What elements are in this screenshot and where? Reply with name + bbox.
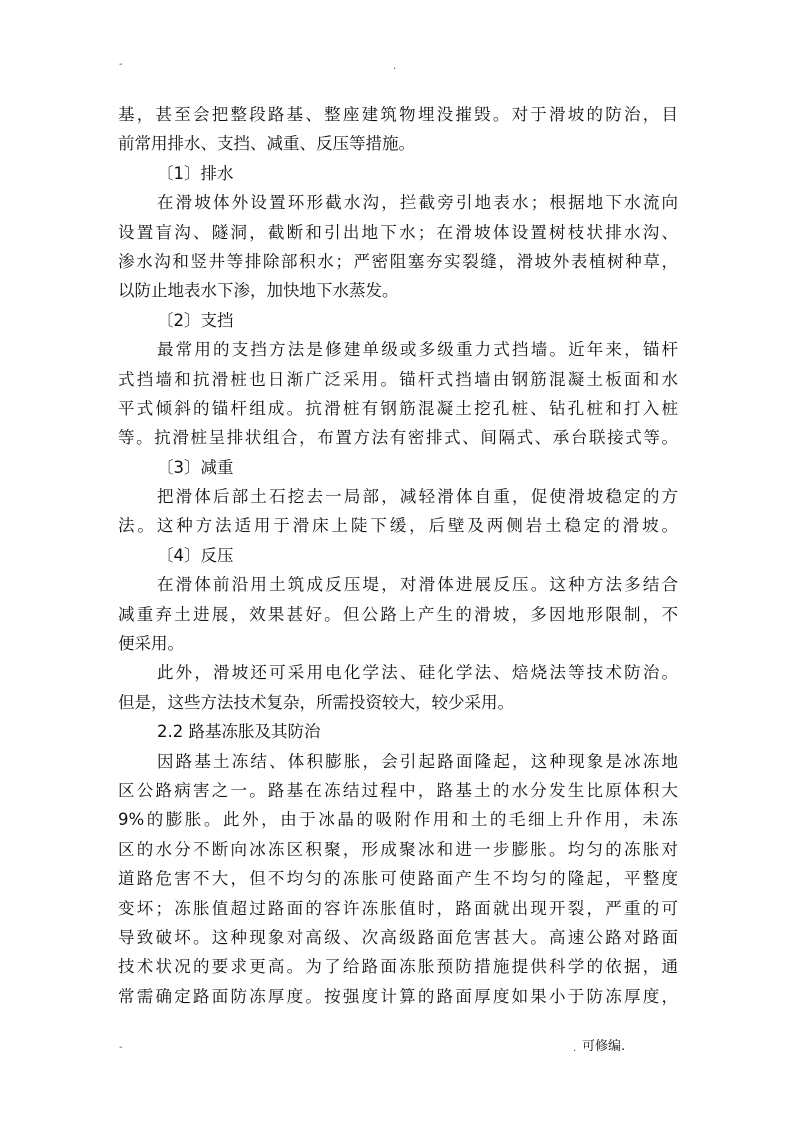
paragraph-line: 最常用的支挡方法是修建单级或多级重力式挡墙。近年来，锚杆 [157, 340, 678, 360]
section-heading: 〔1〕排水 [157, 163, 234, 183]
section-heading: 〔3〕减重 [157, 457, 234, 477]
paragraph-line: 前常用排水、支挡、减重、反压等措施。 [118, 134, 415, 154]
paragraph-line: 减重弃土进展，效果甚好。但公路上产生的滑坡，多因地形限制，不 [118, 604, 678, 624]
section-heading: 〔2〕支挡 [157, 310, 234, 330]
paragraph-line: 此外，滑坡还可采用电化学法、硅化学法、焙烧法等技术防治。 [157, 663, 678, 683]
footer-left-mark: - [119, 1042, 123, 1053]
paragraph-line: 区公路病害之一。路基在冻结过程中，路基土的水分发生比原体积大 [118, 780, 678, 800]
paragraph-line: 平式倾斜的锚杆组成。抗滑桩有钢筋混凝土挖孔桩、钻孔桩和打入桩 [118, 398, 678, 418]
paragraph-line: 常需确定路面防冻厚度。按强度计算的路面厚度如果小于防冻厚度， [118, 986, 678, 1006]
paragraph-line: 基，甚至会把整段路基、整座建筑物埋没摧毁。对于滑坡的防治，目 [118, 105, 678, 124]
paragraph-line: 在滑坡体外设置环形截水沟，拦截旁引地表水；根据地下水流向 [157, 193, 678, 213]
paragraph-line: 设置盲沟、隧洞，截断和引出地下水；在滑坡体设置树枝状排水沟、 [118, 222, 678, 242]
paragraph-line: 渗水沟和竖井等排除部积水；严密阻塞夯实裂缝，滑坡外表植树种草， [118, 251, 678, 271]
section-heading: 〔4〕反压 [157, 545, 234, 565]
paragraph-line: 但是，这些方法技术复杂，所需投资较大，较少采用。 [118, 692, 514, 712]
paragraph-line: 区的水分不断向冰冻区积聚，形成聚冰和进一步膨胀。均匀的冻胀对 [118, 839, 678, 859]
paragraph-line: 把滑体后部土石挖去一局部，减轻滑体自重，促使滑坡稳定的方 [157, 487, 678, 507]
footer-editable-note: 可修编. [582, 1039, 626, 1054]
paragraph-line: 道路危害不大，但不均匀的冻胀可使路面产生不均匀的隆起，平整度 [118, 869, 678, 889]
paragraph-line: 等。抗滑桩呈排状组合，布置方法有密排式、间隔式、承台联接式等。 [118, 428, 678, 448]
paragraph-line: 法。这种方法适用于滑床上陡下缓，后壁及两侧岩土稳定的滑坡。 [118, 516, 678, 536]
paragraph-line: 变坏；冻胀值超过路面的容许冻胀值时，路面就出现开裂，严重的可 [118, 898, 678, 918]
footer-center-mark: . [573, 1043, 577, 1054]
paragraph-line: 以防止地表水下渗，加快地下水蒸发。 [118, 281, 399, 301]
paragraph-line: 在滑体前沿用土筑成反压堤，对滑体进展反压。这种方法多结合 [157, 575, 678, 595]
document-body [118, 100, 678, 1011]
paragraph-line: 式挡墙和抗滑桩也日渐广泛采用。锚杆式挡墙由钢筋混凝土板面和水 [118, 369, 678, 389]
paragraph-line: 技术状况的要求更高。为了给路面冻胀预防措施提供科学的依据，通 [118, 957, 678, 977]
header-left-mark: - [119, 59, 123, 70]
section-heading: 2.2 路基冻胀及其防治 [157, 722, 321, 742]
paragraph-line: 导致破坏。这种现象对高级、次高级路面危害甚大。高速公路对路面 [118, 927, 678, 947]
paragraph-line: 因路基土冻结、体积膨胀，会引起路面隆起，这种现象是冰冻地 [157, 751, 678, 771]
paragraph-line: 9%的膨胀。此外，由于冰晶的吸附作用和土的毛细上升作用，未冻 [118, 810, 678, 830]
header-center-mark: . [393, 61, 397, 72]
paragraph-line: 便采用。 [118, 634, 184, 654]
